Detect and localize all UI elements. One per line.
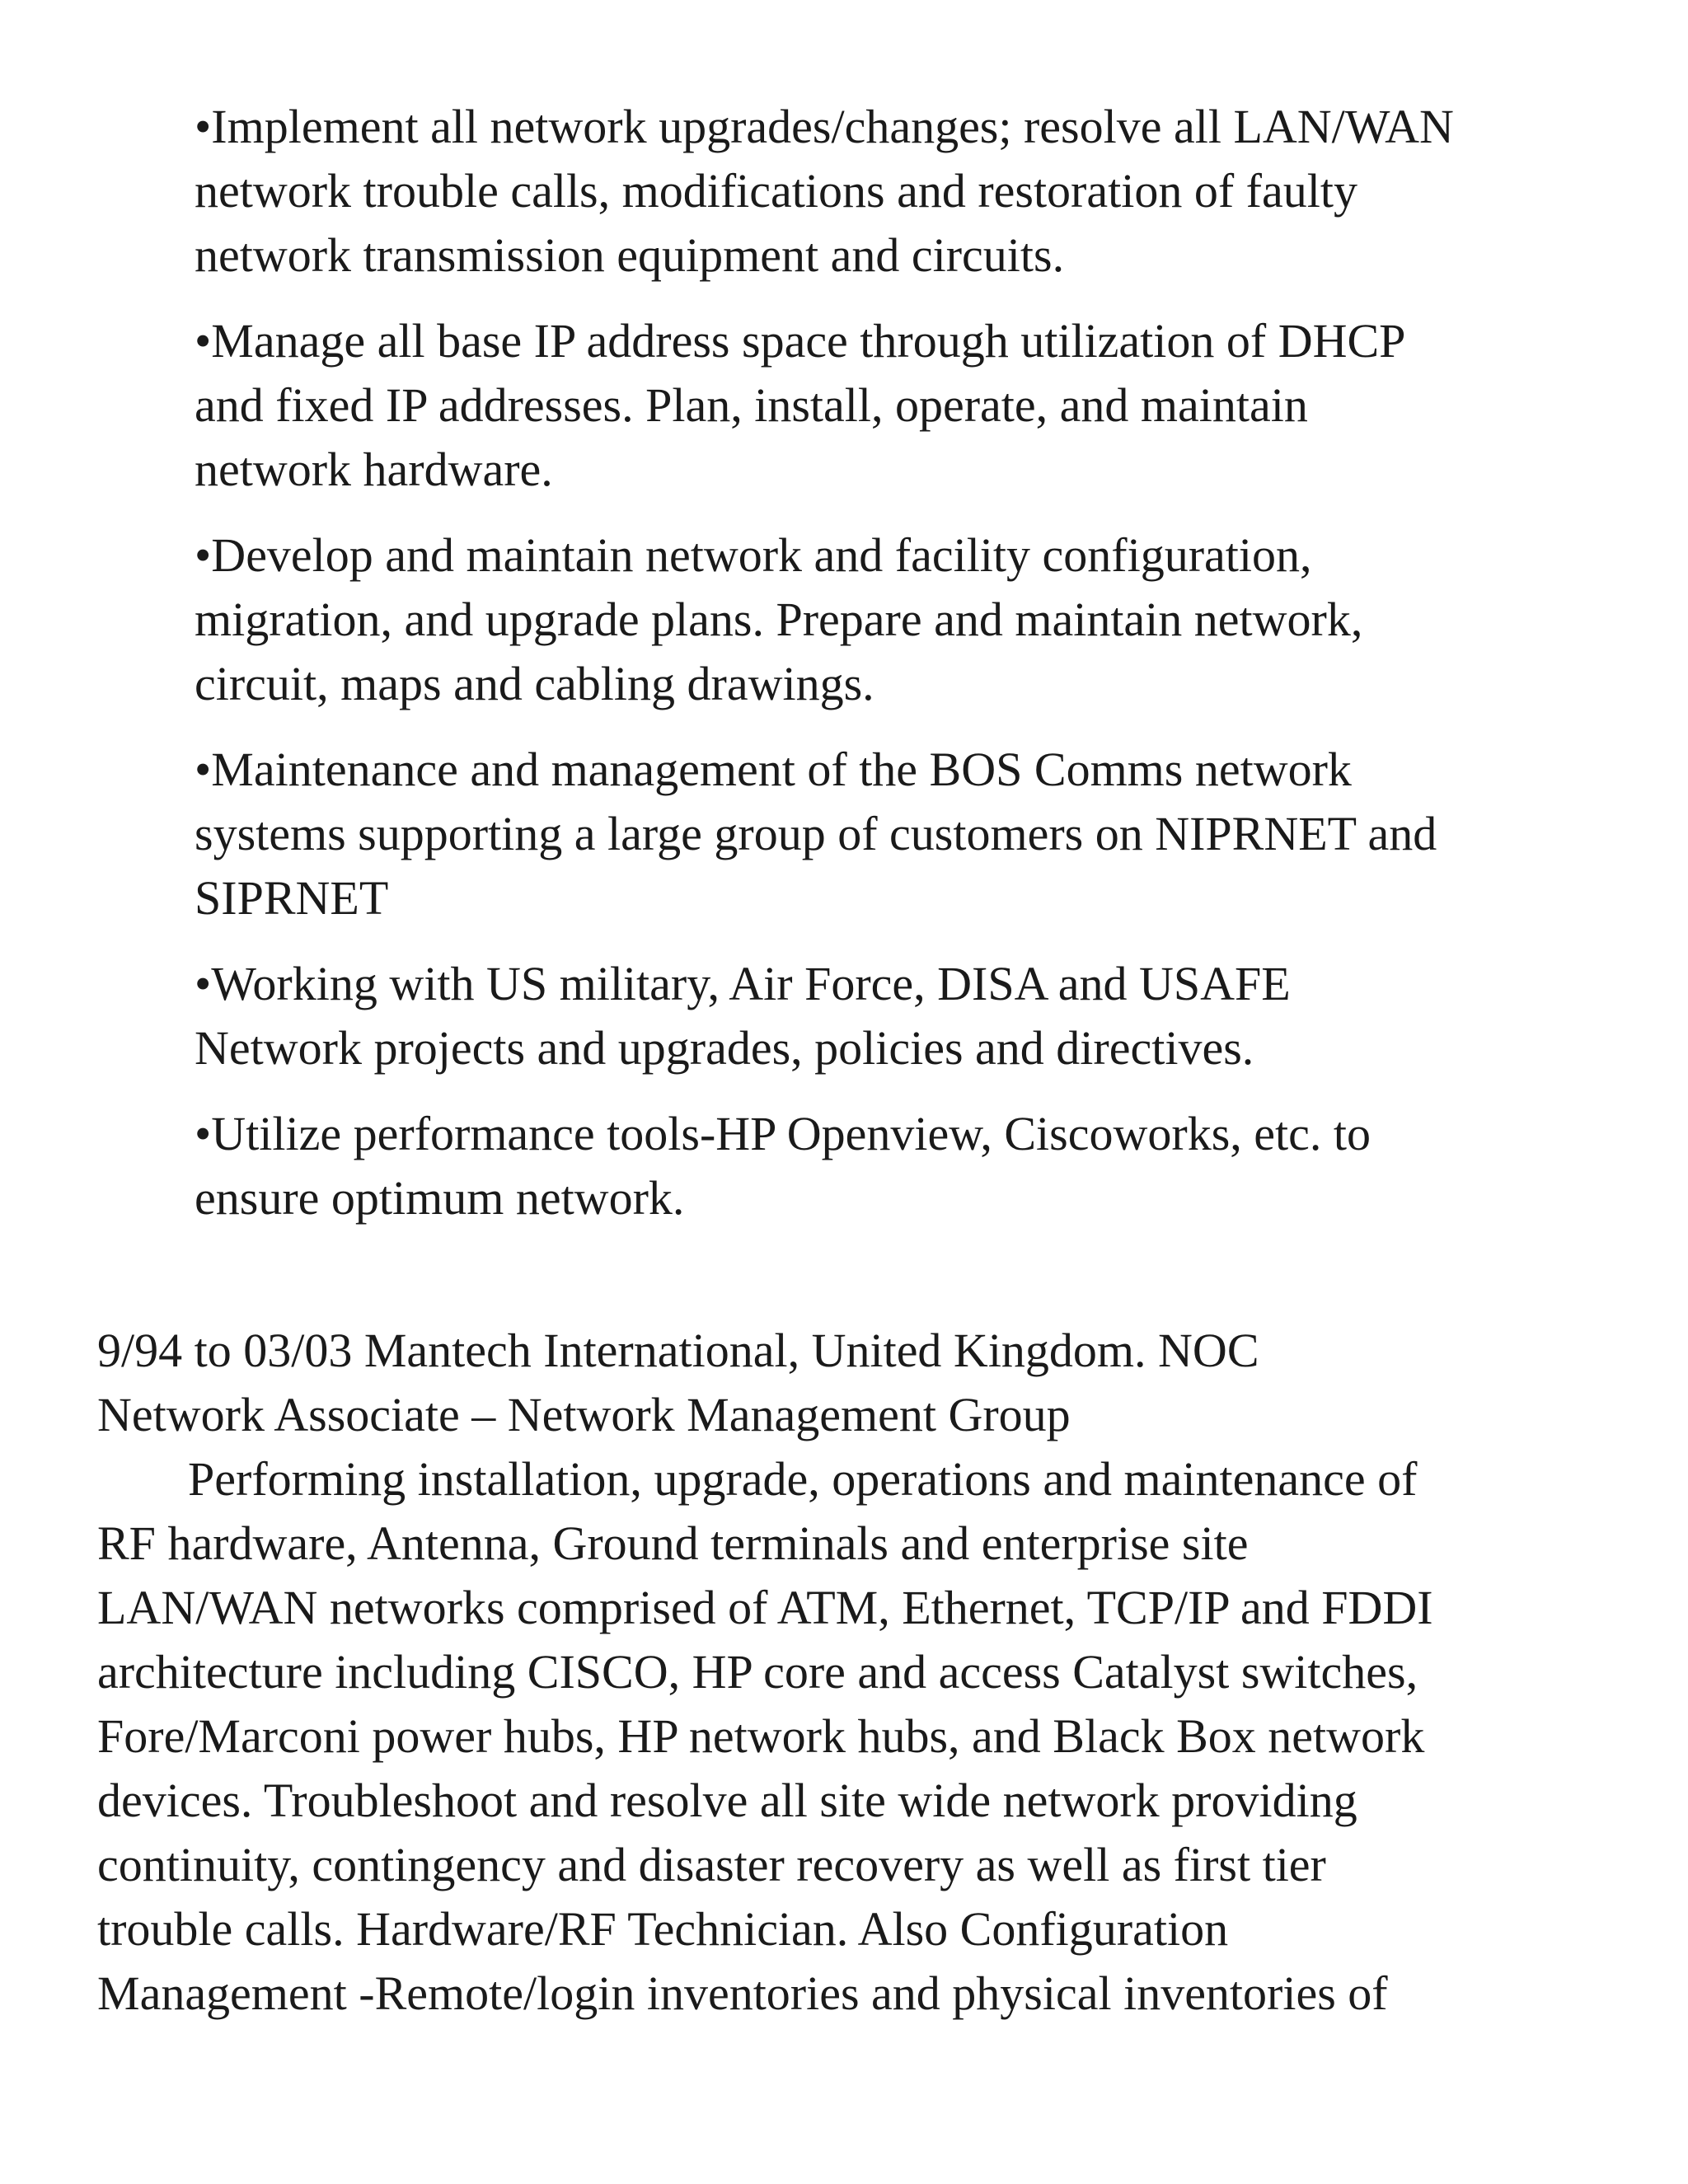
bullet-line: SIPRNET (195, 871, 389, 925)
bullet-line: network transmission equipment and circuits. (195, 228, 1065, 282)
job-entry (97, 1319, 1597, 2026)
bullet-line: network hardware. (195, 443, 553, 496)
job-description-line: continuity, contingency and disaster recovery as well as first tier (97, 1838, 1326, 1891)
bullet-line: network trouble calls, modifications and restoration of faulty (195, 164, 1357, 218)
bullet-line: migration, and upgrade plans. Prepare and maintain network, (195, 593, 1363, 646)
responsibility-bullet-list (195, 95, 1596, 1252)
bullet-line: ensure optimum network. (195, 1171, 685, 1225)
bullet-line: systems supporting a large group of customers on NIPRNET and (195, 807, 1437, 860)
bullet-item (195, 309, 1596, 502)
bullet-item (195, 1102, 1596, 1230)
job-description-line: LAN/WAN networks comprised of ATM, Ethernet, TCP/IP and FDDI (97, 1581, 1433, 1634)
bullet-line: •Working with US military, Air Force, DISA and USAFE (195, 957, 1291, 1010)
bullet-item (195, 95, 1596, 288)
bullet-line: •Implement all network upgrades/changes; resolve all LAN/WAN (195, 100, 1454, 153)
job-header-line: 9/94 to 03/03 Mantech International, United Kingdom. NOC (97, 1324, 1259, 1377)
bullet-line: •Develop and maintain network and facility configuration, (195, 528, 1312, 582)
job-description-line: devices. Troubleshoot and resolve all site wide network providing (97, 1774, 1357, 1827)
job-description-line: Fore/Marconi power hubs, HP network hubs, and Black Box network (97, 1709, 1425, 1763)
bullet-line: •Utilize performance tools-HP Openview, Ciscoworks, etc. to (195, 1107, 1371, 1160)
bullet-item (195, 738, 1596, 930)
job-description-line: trouble calls. Hardware/RF Technician. Also Configuration (97, 1902, 1229, 1956)
bullet-line: •Manage all base IP address space through utilization of DHCP (195, 314, 1406, 368)
job-description-line: architecture including CISCO, HP core and access Catalyst switches, (97, 1645, 1418, 1699)
job-title-line: Network Associate – Network Management Group (97, 1388, 1071, 1441)
job-description-line: Performing installation, upgrade, operations and maintenance of (188, 1452, 1418, 1506)
bullet-line: Network projects and upgrades, policies and directives. (195, 1021, 1254, 1075)
job-description-line: Management -Remote/login inventories and physical inventories of (97, 1966, 1388, 2020)
bullet-line: and fixed IP addresses. Plan, install, operate, and maintain (195, 378, 1308, 432)
job-description-line: RF hardware, Antenna, Ground terminals and enterprise site (97, 1516, 1249, 1570)
bullet-line: circuit, maps and cabling drawings. (195, 657, 874, 710)
bullet-item (195, 523, 1596, 716)
bullet-line: •Maintenance and management of the BOS Comms network (195, 743, 1352, 796)
bullet-item (195, 952, 1596, 1080)
